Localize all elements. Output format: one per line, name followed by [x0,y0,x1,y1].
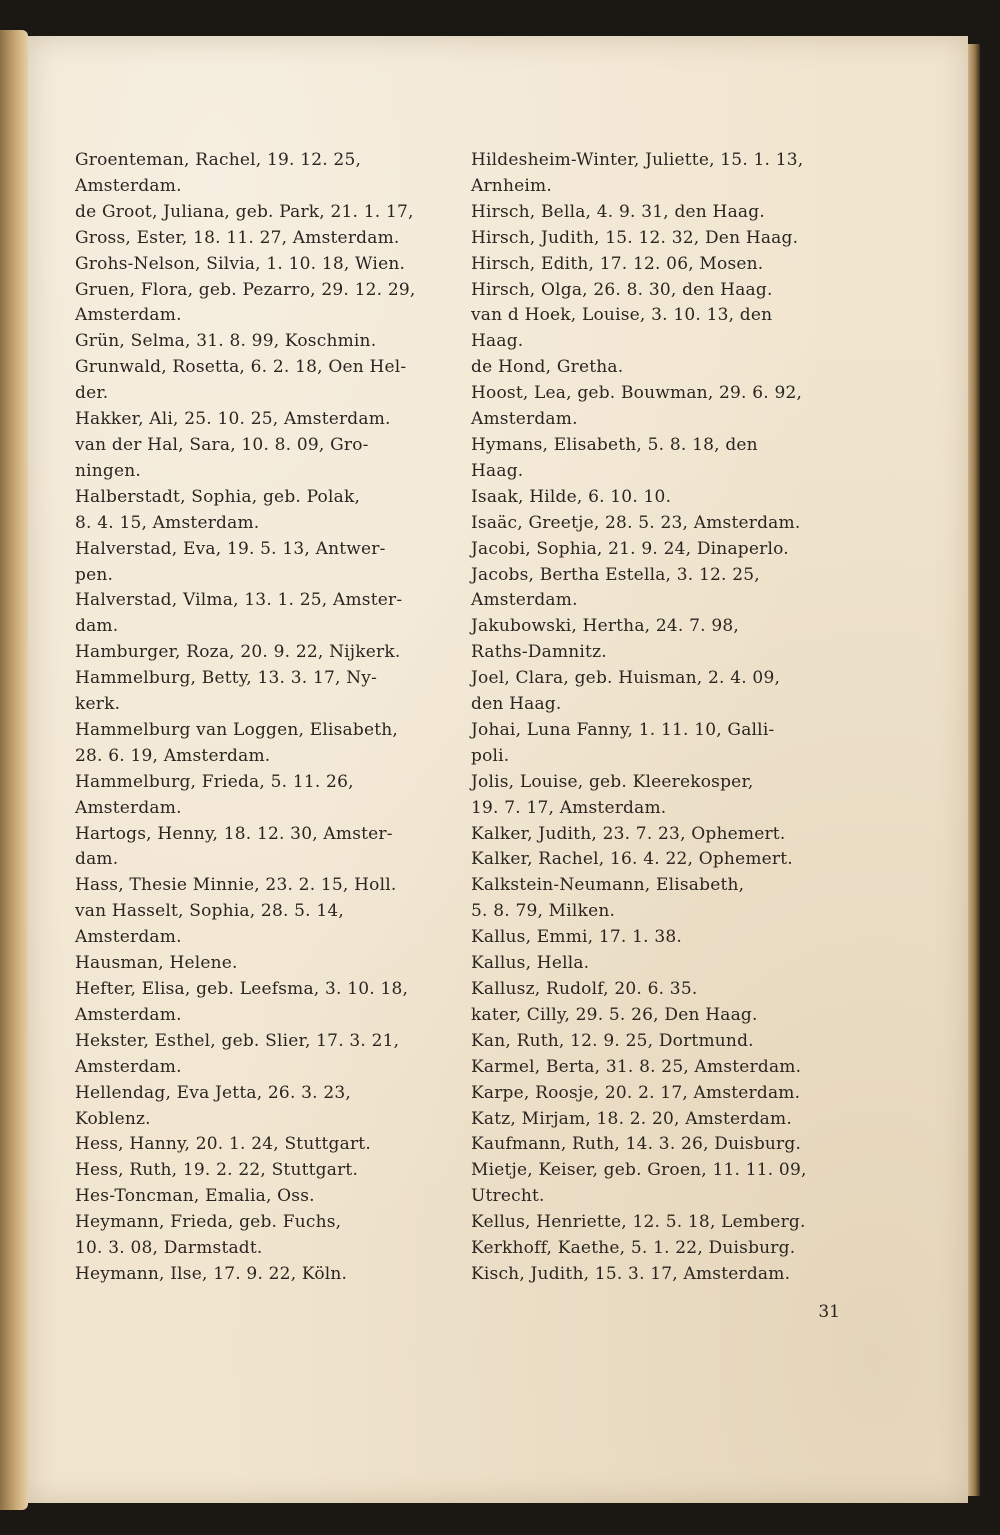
list-item: Hellendag, Eva Jetta, 26. 3. 23, Koblenz. [75,1082,352,1129]
list-item: Mietje, Keiser, geb. Groen, 11. 11. 09, Utrecht. [471,1160,807,1207]
list-item: Grohs-Nelson, Silvia, 1. 10. 18, Wien. [75,253,406,274]
list-item: Hamburger, Roza, 20. 9. 22, Nijkerk. [75,642,401,663]
list-item: Hirsch, Edith, 17. 12. 06, Mosen. [471,253,764,274]
list-item: Hirsch, Olga, 26. 8. 30, den Haag. [471,279,773,300]
list-item: de Groot, Juliana, geb. Park, 21. 1. 17, [75,201,414,222]
list-item: Karpe, Roosje, 20. 2. 17, Amsterdam. [471,1082,801,1103]
right-column [471,148,886,1288]
list-item: Isaak, Hilde, 6. 10. 10. [471,486,672,507]
list-item: Jacobi, Sophia, 21. 9. 24, Dinaperlo. [471,538,789,559]
list-item: Jacobs, Bertha Estella, 3. 12. 25, Amsterdam. [471,564,760,611]
page-number: 31 [818,1302,840,1322]
list-item: Hammelburg van Loggen, Elisabeth, 28. 6. 19, Amsterdam. [75,719,399,766]
book-binding [0,30,28,1510]
list-item: Hass, Thesie Minnie, 23. 2. 15, Holl. [75,875,397,896]
list-item: Hymans, Elisabeth, 5. 8. 18, den Haag. [471,434,758,481]
list-item: Kallusz, Rudolf, 20. 6. 35. [471,979,698,999]
list-item: Hess, Ruth, 19. 2. 22, Stuttgart. [75,1160,359,1181]
list-item: Halverstad, Eva, 19. 5. 13, Antwer- pen. [75,538,386,585]
list-item: Jolis, Louise, geb. Kleerekosper, 19. 7. 17, Amsterdam. [471,771,754,818]
list-item: Hausman, Helene. [75,953,238,974]
list-item: Katz, Mirjam, 18. 2. 20, Amsterdam. [471,1108,792,1129]
list-item: van d Hoek, Louise, 3. 10. 13, den Haag. [471,305,773,352]
list-item: Kellus, Henriette, 12. 5. 18, Lemberg. [471,1212,806,1233]
page-edge [966,44,980,1496]
list-item: van Hasselt, Sophia, 28. 5. 14, Amsterdam. [75,901,345,948]
list-item: kater, Cilly, 29. 5. 26, Den Haag. [471,1004,758,1025]
list-item: Hartogs, Henny, 18. 12. 30, Amster- dam. [75,823,393,870]
list-item: Hoost, Lea, geb. Bouwman, 29. 6. 92, Amsterdam. [471,383,803,430]
list-item: Kalker, Judith, 23. 7. 23, Ophemert. [471,823,786,844]
list-item: van der Hal, Sara, 10. 8. 09, Gro- ningen. [75,434,369,481]
list-item: Kaufmann, Ruth, 14. 3. 26, Duisburg. [471,1134,802,1155]
list-item: Hirsch, Judith, 15. 12. 32, Den Haag. [471,227,799,248]
list-item: Gross, Ester, 18. 11. 27, Amsterdam. [75,227,400,248]
list-item: de Hond, Gretha. [471,357,624,378]
list-item: Kan, Ruth, 12. 9. 25, Dortmund. [471,1030,754,1051]
list-item: Kalkstein-Neumann, Elisabeth, 5. 8. 79, Milken. [471,875,745,922]
list-item: Johai, Luna Fanny, 1. 11. 10, Galli- poli. [471,719,775,766]
list-item: Grunwald, Rosetta, 6. 2. 18, Oen Hel- der. [75,357,407,404]
list-item: Isaäc, Greetje, 28. 5. 23, Amsterdam. [471,512,801,533]
left-column [75,148,485,1288]
list-item: Halberstadt, Sophia, geb. Polak, 8. 4. 15, Amsterdam. [75,486,361,533]
list-item: Grün, Selma, 31. 8. 99, Koschmin. [75,331,377,352]
list-item: Groenteman, Rachel, 19. 12. 25, Amsterdam. [75,150,362,196]
list-item: Kisch, Judith, 15. 3. 17, Amsterdam. [471,1263,791,1284]
list-item: Hirsch, Bella, 4. 9. 31, den Haag. [471,201,765,222]
list-item: Heymann, Ilse, 17. 9. 22, Köln. [75,1263,348,1284]
list-item: Halverstad, Vilma, 13. 1. 25, Amster- dam. [75,590,403,637]
list-item: Jakubowski, Hertha, 24. 7. 98, Raths-Damnitz. [471,616,739,663]
list-item: Kerkhoff, Kaethe, 5. 1. 22, Duisburg. [471,1238,796,1259]
list-item: Kalker, Rachel, 16. 4. 22, Ophemert. [471,849,793,870]
list-item: Heymann, Frieda, geb. Fuchs, 10. 3. 08, Darmstadt. [75,1212,342,1259]
list-item: Kallus, Emmi, 17. 1. 38. [471,927,682,948]
list-item: Hefter, Elisa, geb. Leefsma, 3. 10. 18, Amsterdam. [75,979,409,1025]
list-item: Hammelburg, Betty, 13. 3. 17, Ny- kerk. [75,668,378,715]
list-item: Joel, Clara, geb. Huisman, 2. 4. 09, den Haag. [471,668,781,715]
list-item: Hakker, Ali, 25. 10. 25, Amsterdam. [75,409,391,430]
list-item: Hekster, Esthel, geb. Slier, 17. 3. 21, Amsterdam. [75,1030,400,1077]
list-item: Hess, Hanny, 20. 1. 24, Stuttgart. [75,1134,371,1155]
list-item: Hildesheim-Winter, Juliette, 15. 1. 13, Arnheim. [471,150,804,196]
list-item: Kallus, Hella. [471,953,590,974]
list-item: Gruen, Flora, geb. Pezarro, 29. 12. 29, Amsterdam. [75,279,416,326]
list-item: Hammelburg, Frieda, 5. 11. 26, Amsterdam. [75,771,354,818]
list-item: Karmel, Berta, 31. 8. 25, Amsterdam. [471,1056,802,1077]
list-item: Hes-Toncman, Emalia, Oss. [75,1186,315,1207]
